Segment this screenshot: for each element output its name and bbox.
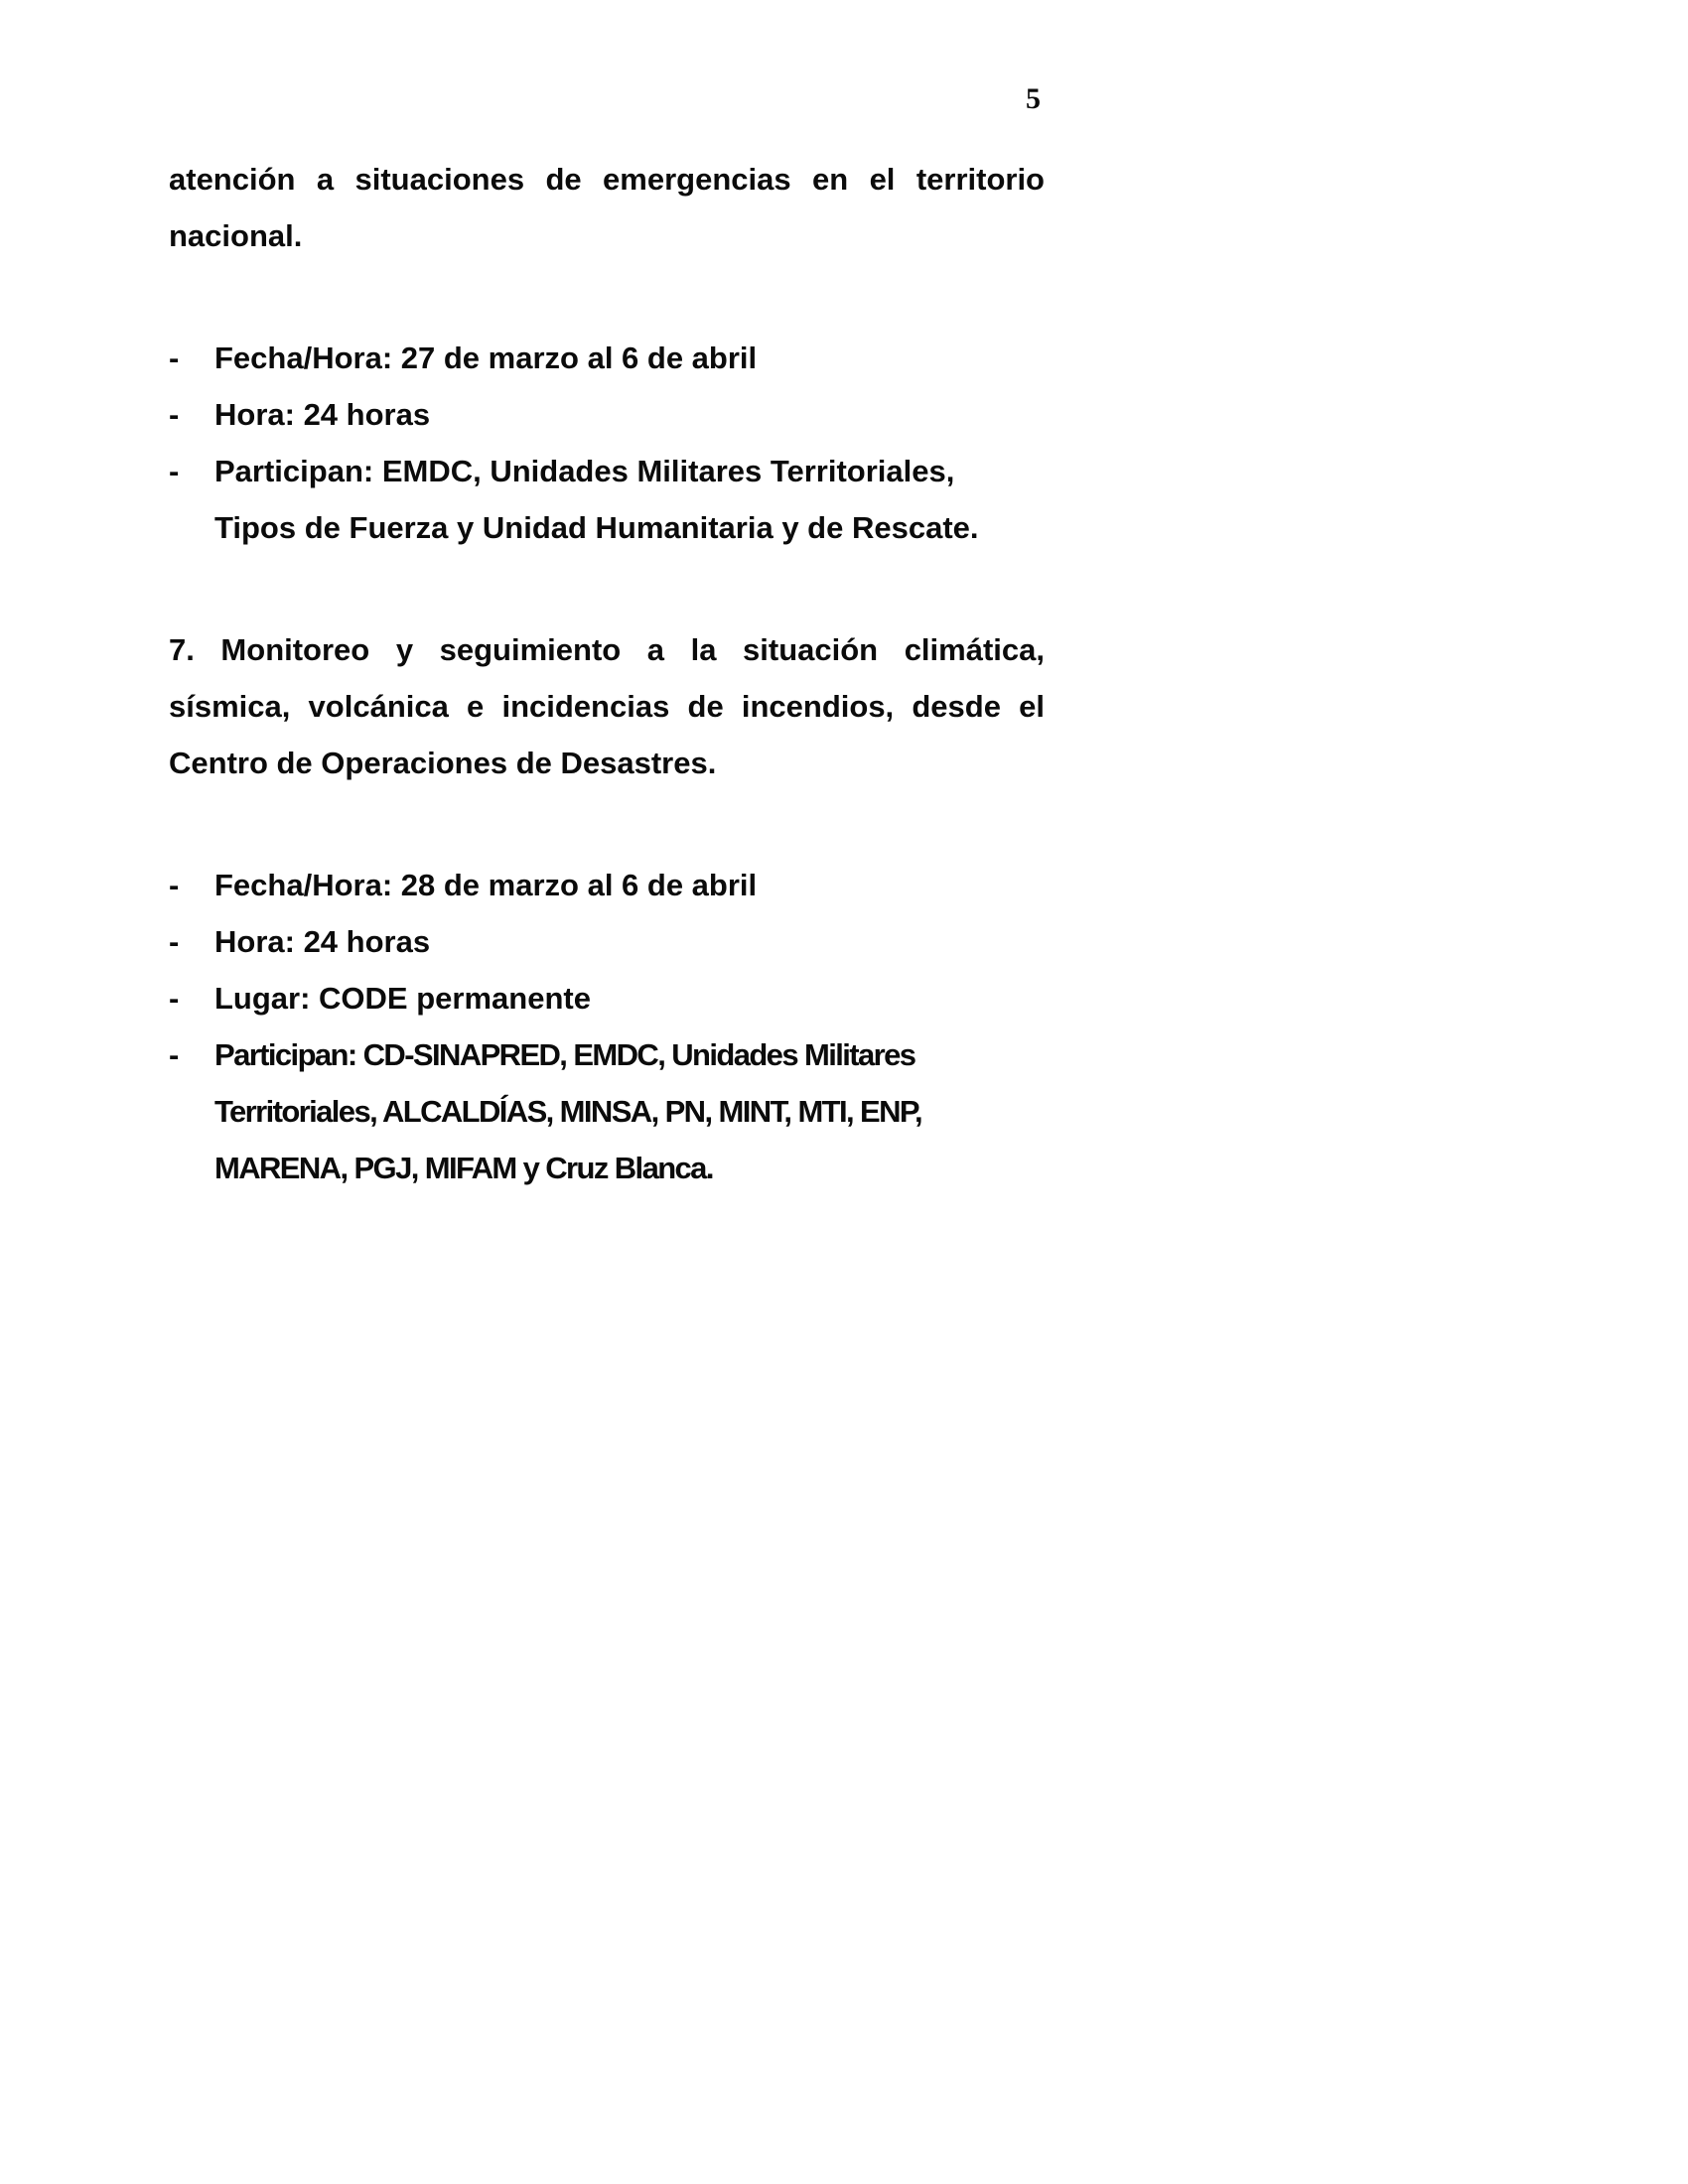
dash-marker: - — [169, 341, 180, 375]
list-item — [169, 1026, 1045, 1196]
dash-marker: - — [169, 397, 180, 432]
list-item — [169, 857, 1045, 913]
paragraph-activity-7: 7. Monitoreo y seguimiento a la situación climática, sísmica, volcánica e incidencias de incendios, desde el Centro de Operaciones de Desastres. — [169, 632, 1045, 780]
dash-marker: - — [169, 981, 180, 1016]
list-item — [169, 386, 1045, 443]
dash-marker: - — [169, 868, 180, 902]
list-item — [169, 330, 1045, 386]
dash-marker: - — [169, 924, 180, 959]
list-item-text: Hora: 24 horas — [214, 397, 431, 432]
list-item-text: Fecha/Hora: 28 de marzo al 6 de abril — [214, 868, 758, 902]
dash-marker: - — [169, 454, 180, 488]
list-item-text: Participan: EMDC, Unidades Militares Territoriales, Tipos de Fuerza y Unidad Humanitaria y de Rescate. — [214, 454, 979, 545]
dash-marker: - — [169, 1037, 180, 1072]
event-list-1 — [169, 330, 1045, 556]
list-item — [169, 970, 1045, 1026]
list-item-text: Fecha/Hora: 27 de marzo al 6 de abril — [214, 341, 758, 375]
list-item — [169, 443, 1045, 556]
paragraph-intro: atención a situaciones de emergencias en el territorio nacional. — [169, 162, 1045, 253]
page-number: 5 — [1026, 82, 1041, 115]
event-list-2 — [169, 857, 1045, 1196]
list-item-text: Lugar: CODE permanente — [214, 981, 591, 1016]
text-column — [169, 81, 1045, 1196]
list-item-text: Participan: CD-SINAPRED, EMDC, Unidades Militares Territoriales, ALCALDÍAS, MINSA, PN, MINT, MTI, ENP, MARENA, PGJ, MIFAM y Cruz Blanca. — [214, 1037, 921, 1185]
list-item-text: Hora: 24 horas — [214, 924, 431, 959]
list-item — [169, 913, 1045, 970]
